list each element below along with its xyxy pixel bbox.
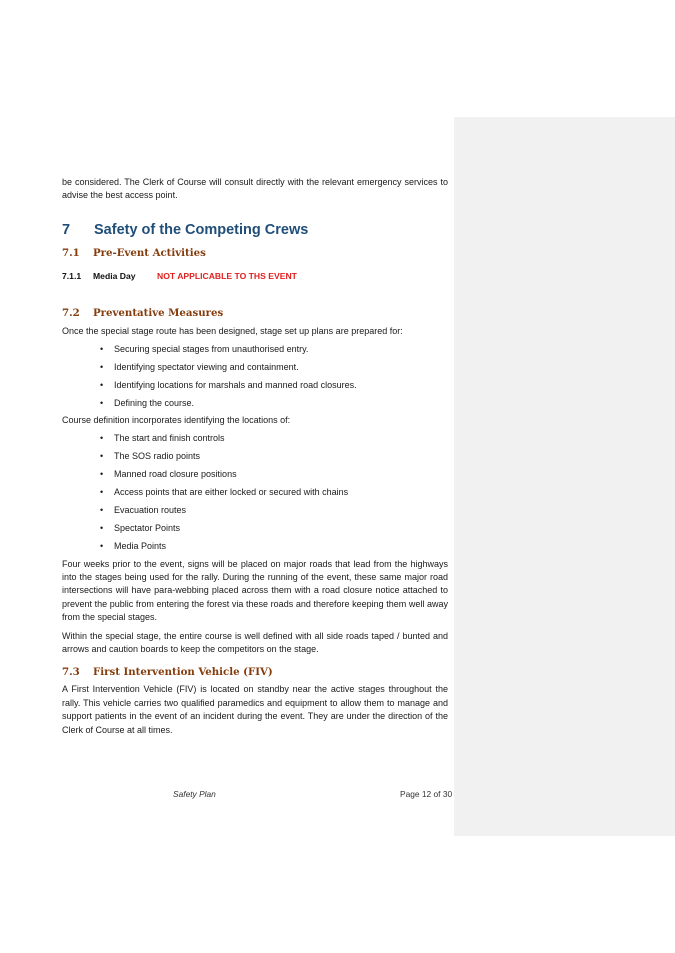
list-item: • The SOS radio points	[62, 450, 448, 463]
course-definition-lead: Course definition incorporates identifying the locations of:	[62, 415, 291, 426]
section-number: 7.1.1	[62, 270, 82, 281]
not-applicable-note: NOT APPLICABLE TO THS EVENT	[157, 270, 297, 281]
footer-page-number: Page 12 of 30	[400, 789, 453, 799]
list-item: • Defining the course.	[62, 397, 448, 410]
list-item: • Evacuation routes	[62, 504, 448, 517]
course-locations-list	[62, 432, 448, 553]
list-item: • Media Points	[62, 540, 448, 553]
footer-document-title: Safety Plan	[173, 789, 216, 799]
intro-paragraph: be considered. The Clerk of Course will consult directly with the relevant emergency services to advise the best access point.	[62, 177, 448, 201]
stage-plans-list	[62, 343, 448, 410]
comment-pane	[454, 117, 675, 836]
document-page	[62, 176, 448, 737]
list-item: • Identifying locations for marshals and manned road closures.	[62, 379, 448, 392]
section-title: Pre-Event Activities	[93, 246, 206, 259]
list-item: • Manned road closure positions	[62, 468, 448, 481]
section-title: Safety of the Competing Crews	[94, 221, 309, 238]
preventative-lead: Once the special stage route has been designed, stage set up plans are prepared for:	[62, 325, 403, 336]
list-item: • The start and finish controls	[62, 432, 448, 445]
section-number: 7.1	[62, 246, 80, 259]
section-7-1-heading	[62, 246, 448, 261]
section-7-heading	[62, 220, 448, 240]
list-item: • Securing special stages from unauthorised entry.	[62, 343, 448, 356]
fiv-paragraph: A First Intervention Vehicle (FIV) is located on standby near the active stages throughout the rally. This vehicle carries two qualified paramedics and equipment to allow them to manage and support patients in the event of an incident during the event. They are under the direction of the Clerk of Course at all times.	[62, 684, 448, 735]
signage-paragraph: Four weeks prior to the event, signs will be placed on major roads that lead from the highways into the stages being used for the rally. During the running of the event, these same major road intersections will have para-webbing placed across them with a road closure notice attached to prevent the public from entering the forest via these roads and therefore keeping them well away from the special stages.	[62, 558, 448, 623]
list-item: • Access points that are either locked or secured with chains	[62, 486, 448, 499]
list-item: • Spectator Points	[62, 522, 448, 535]
section-number: 7.3	[62, 666, 80, 679]
course-definition-paragraph: Within the special stage, the entire course is well defined with all side roads taped / bunted and arrows and caution boards to keep the competitors on the stage.	[62, 630, 448, 655]
section-7-2-heading	[62, 306, 448, 321]
section-title: Media Day	[93, 270, 136, 281]
section-7-1-1-heading	[62, 270, 448, 282]
section-title: First Intervention Vehicle (FIV)	[93, 666, 273, 679]
section-title: Preventative Measures	[93, 306, 224, 319]
section-number: 7.2	[62, 306, 80, 319]
section-7-3-heading	[62, 665, 448, 680]
section-number: 7	[62, 221, 71, 238]
list-item: • Identifying spectator viewing and containment.	[62, 361, 448, 374]
